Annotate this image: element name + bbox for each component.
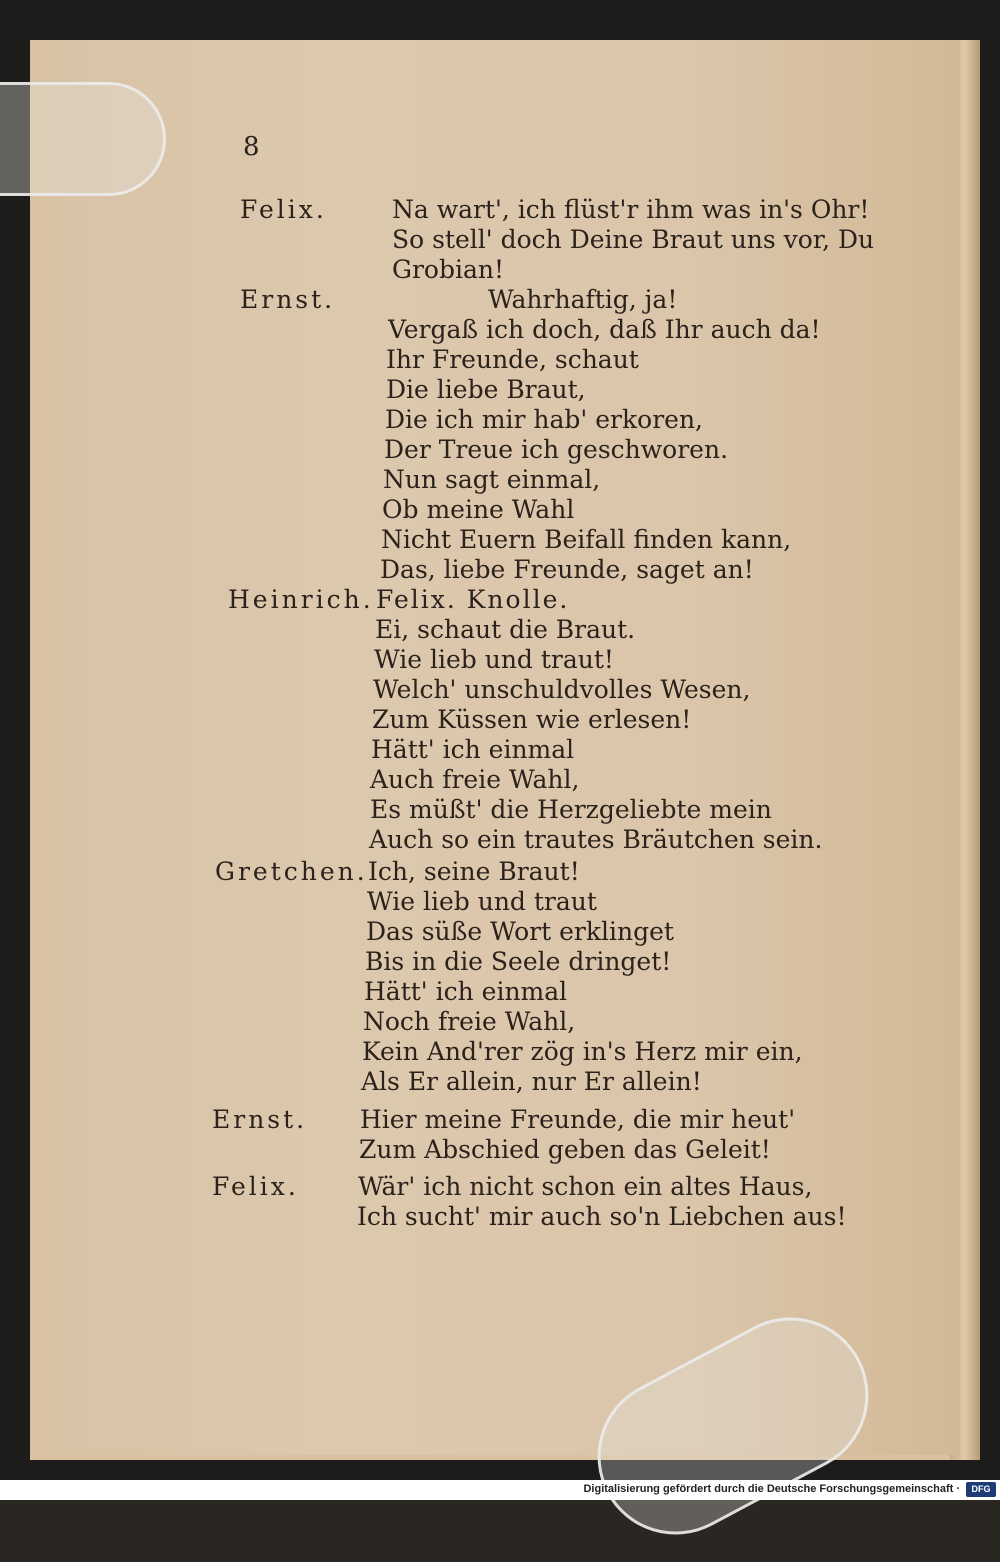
verse-line: Na wart', ich flüst'r ihm was in's Ohr! <box>392 195 870 224</box>
verse-line: Die ich mir hab' erkoren, <box>385 405 703 434</box>
verse-line: Ich, seine Braut! <box>368 857 580 886</box>
verse-line: Das süße Wort erklinget <box>366 917 674 946</box>
speaker-felix: Felix. <box>240 195 327 224</box>
verse-line: Felix. Knolle. <box>376 585 570 614</box>
verse-line: Hier meine Freunde, die mir heut' <box>360 1105 796 1134</box>
verse-line: Auch freie Wahl, <box>370 765 580 794</box>
speaker-felix: Felix. <box>212 1172 299 1201</box>
verse-line: Hätt' ich einmal <box>371 735 575 764</box>
verse-line: Wie lieb und traut! <box>374 645 614 674</box>
speaker-ernst: Ernst. <box>212 1105 308 1134</box>
footer-bar <box>0 1480 1000 1500</box>
verse-line: Wie lieb und traut <box>367 887 597 916</box>
dfg-logo: DFG <box>966 1482 996 1497</box>
verse-line: Wahrhaftig, ja! <box>488 285 678 314</box>
verse-line: Nicht Euern Beifall finden kann, <box>381 525 792 554</box>
verse-line: Hätt' ich einmal <box>364 977 568 1006</box>
verse-line: Kein And'rer zög in's Herz mir ein, <box>362 1037 803 1066</box>
speaker-gretchen: Gretchen. <box>215 857 368 886</box>
page-number: 8 <box>243 132 260 162</box>
verse-line: Welch' unschuldvolles Wesen, <box>373 675 751 704</box>
verse-line: Ich sucht' mir auch so'n Liebchen aus! <box>357 1202 847 1231</box>
verse-line: Es müßt' die Herzgeliebte mein <box>370 795 772 824</box>
verse-line: Der Treue ich geschworen. <box>384 435 729 464</box>
footer-credit: Digitalisierung gefördert durch die Deutsche Forschungsgemeinschaft · <box>583 1483 960 1495</box>
verse-line: Auch so ein trautes Bräutchen sein. <box>369 825 823 854</box>
verse-line: Ihr Freunde, schaut <box>386 345 639 374</box>
verse-line: Bis in die Seele dringet! <box>365 947 672 976</box>
verse-line: Zum Küssen wie erlesen! <box>372 705 692 734</box>
verse-line: Wär' ich nicht schon ein altes Haus, <box>358 1172 813 1201</box>
verse-line: Grobian! <box>392 255 505 284</box>
speaker-heinrich: Heinrich. <box>228 585 374 614</box>
verse-line: Ei, schaut die Braut. <box>375 615 636 644</box>
speaker-ernst: Ernst. <box>240 285 336 314</box>
verse-line: Als Er allein, nur Er allein! <box>361 1067 702 1096</box>
verse-line: Vergaß ich doch, daß Ihr auch da! <box>388 315 821 344</box>
verse-line: Nun sagt einmal, <box>383 465 601 494</box>
verse-line: So stell' doch Deine Braut uns vor, Du <box>392 225 875 254</box>
verse-line: Die liebe Braut, <box>386 375 586 404</box>
paper-clip-top <box>0 82 166 196</box>
verse-line: Ob meine Wahl <box>382 495 575 524</box>
verse-line: Das, liebe Freunde, saget an! <box>380 555 754 584</box>
verse-line: Zum Abschied geben das Geleit! <box>359 1135 771 1164</box>
verse-line: Noch freie Wahl, <box>363 1007 576 1036</box>
